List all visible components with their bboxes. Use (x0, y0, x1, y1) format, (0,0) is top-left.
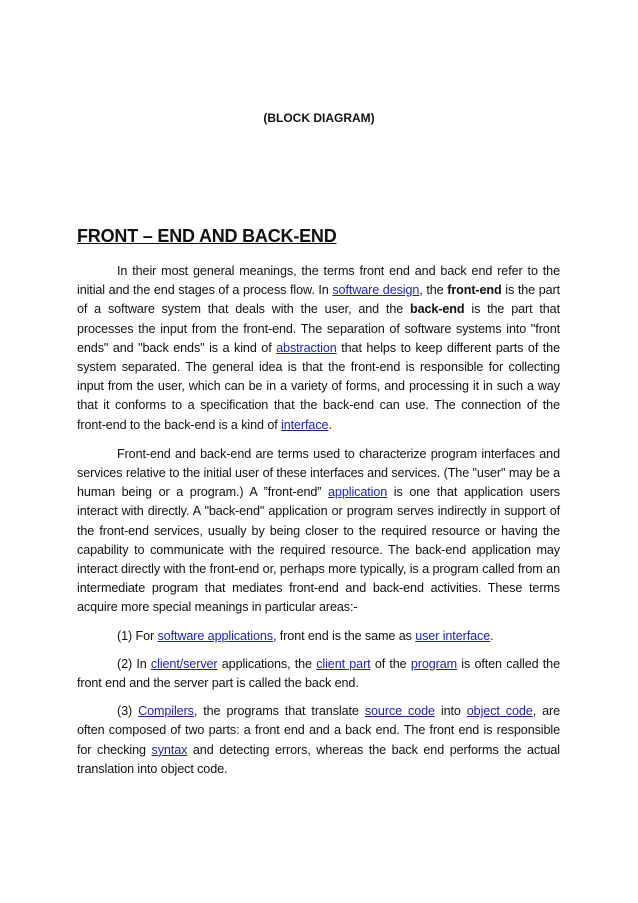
link-client-part[interactable]: client part (316, 656, 371, 671)
diagram-caption: (BLOCK DIAGRAM) (263, 111, 375, 125)
paragraph-4 (77, 655, 560, 693)
link-program[interactable]: program (410, 656, 458, 671)
p4-text-4: is often called the front end and the server part is called the back end. (77, 656, 560, 691)
section-heading: FRONT – END AND BACK-END (77, 226, 337, 246)
p3-text-3: . (490, 628, 494, 643)
p5-text-5: and detecting errors, whereas the back end performs the actual translation into object code. (77, 742, 560, 776)
p3-text-1: (1) For (117, 628, 158, 643)
p1-text-3: is the part of a software system that deals with the user, and the (77, 283, 560, 317)
p2-text-1: Front-end and back-end are terms used to characterize program interfaces and services relative to the initial user of these interfaces and services. (The "user" may be a human being or a program.) A ”front-end” (77, 446, 560, 500)
link-abstraction[interactable]: abstraction (276, 340, 337, 355)
p4-text-3: of the (370, 656, 411, 671)
p1-text-4: is the part that processes the input from the front-end. The separation of software systems into "front ends" and "back ends" is a kind of (77, 302, 560, 355)
p5-text-1: (3) (117, 704, 139, 719)
p1-text-1: In their most general meanings, the terms front end and back end refer to the initial and the end stages of a process flow. In (77, 264, 560, 298)
p4-text-2: applications, the (217, 656, 317, 671)
p5-text-2: , the programs that translate (193, 704, 365, 719)
paragraph-3 (77, 627, 560, 646)
link-application[interactable]: application (328, 485, 388, 500)
p4-text-1: (2) In (117, 656, 151, 671)
link-interface[interactable]: interface (281, 417, 329, 432)
p5-text-3: into (434, 704, 467, 719)
link-source-code[interactable]: source code (364, 704, 435, 719)
link-syntax[interactable]: syntax (151, 742, 188, 757)
p1-text-6: . (328, 417, 332, 432)
p1-text-2: , the (419, 283, 448, 298)
section-body (77, 262, 560, 788)
link-compilers[interactable]: Compilers (138, 704, 194, 719)
paragraph-2 (77, 445, 560, 618)
p1-text-5: that helps to keep different parts of the system separated. The general idea is that the front-end is responsible for collecting input from the user, which can be in a variety of forms, and processing it in such a way that it conforms to a specification that the back-end can use. The connection of the front-end to the back-end is a kind of (77, 340, 560, 432)
paragraph-5 (77, 702, 560, 779)
term-front-end: front-end (447, 283, 502, 298)
link-software-applications[interactable]: software applications (157, 628, 273, 643)
link-object-code[interactable]: object code (466, 704, 533, 719)
paragraph-1 (77, 262, 560, 435)
link-client-server[interactable]: client/server (150, 656, 218, 671)
p3-text-2: , front end is the same as (273, 628, 416, 643)
term-back-end: back-end (410, 302, 465, 317)
p2-text-2: is one that application users interact with directly. A "back-end" application or program serves indirectly in support of the front-end services, usually by being closer to the required resource or having the capability to communicate with the required resource. The back-end application may interact directly with the front-end or, perhaps more typically, is a program called from an intermediate program that mediates front-end and back-end activities. These terms acquire more special meanings in particular areas:- (77, 485, 560, 615)
link-software-design[interactable]: software design (332, 283, 420, 298)
link-user-interface[interactable]: user interface (415, 628, 491, 643)
p5-text-4: , are often composed of two parts: a front end and a back end. The front end is responsible for checking (77, 704, 560, 757)
